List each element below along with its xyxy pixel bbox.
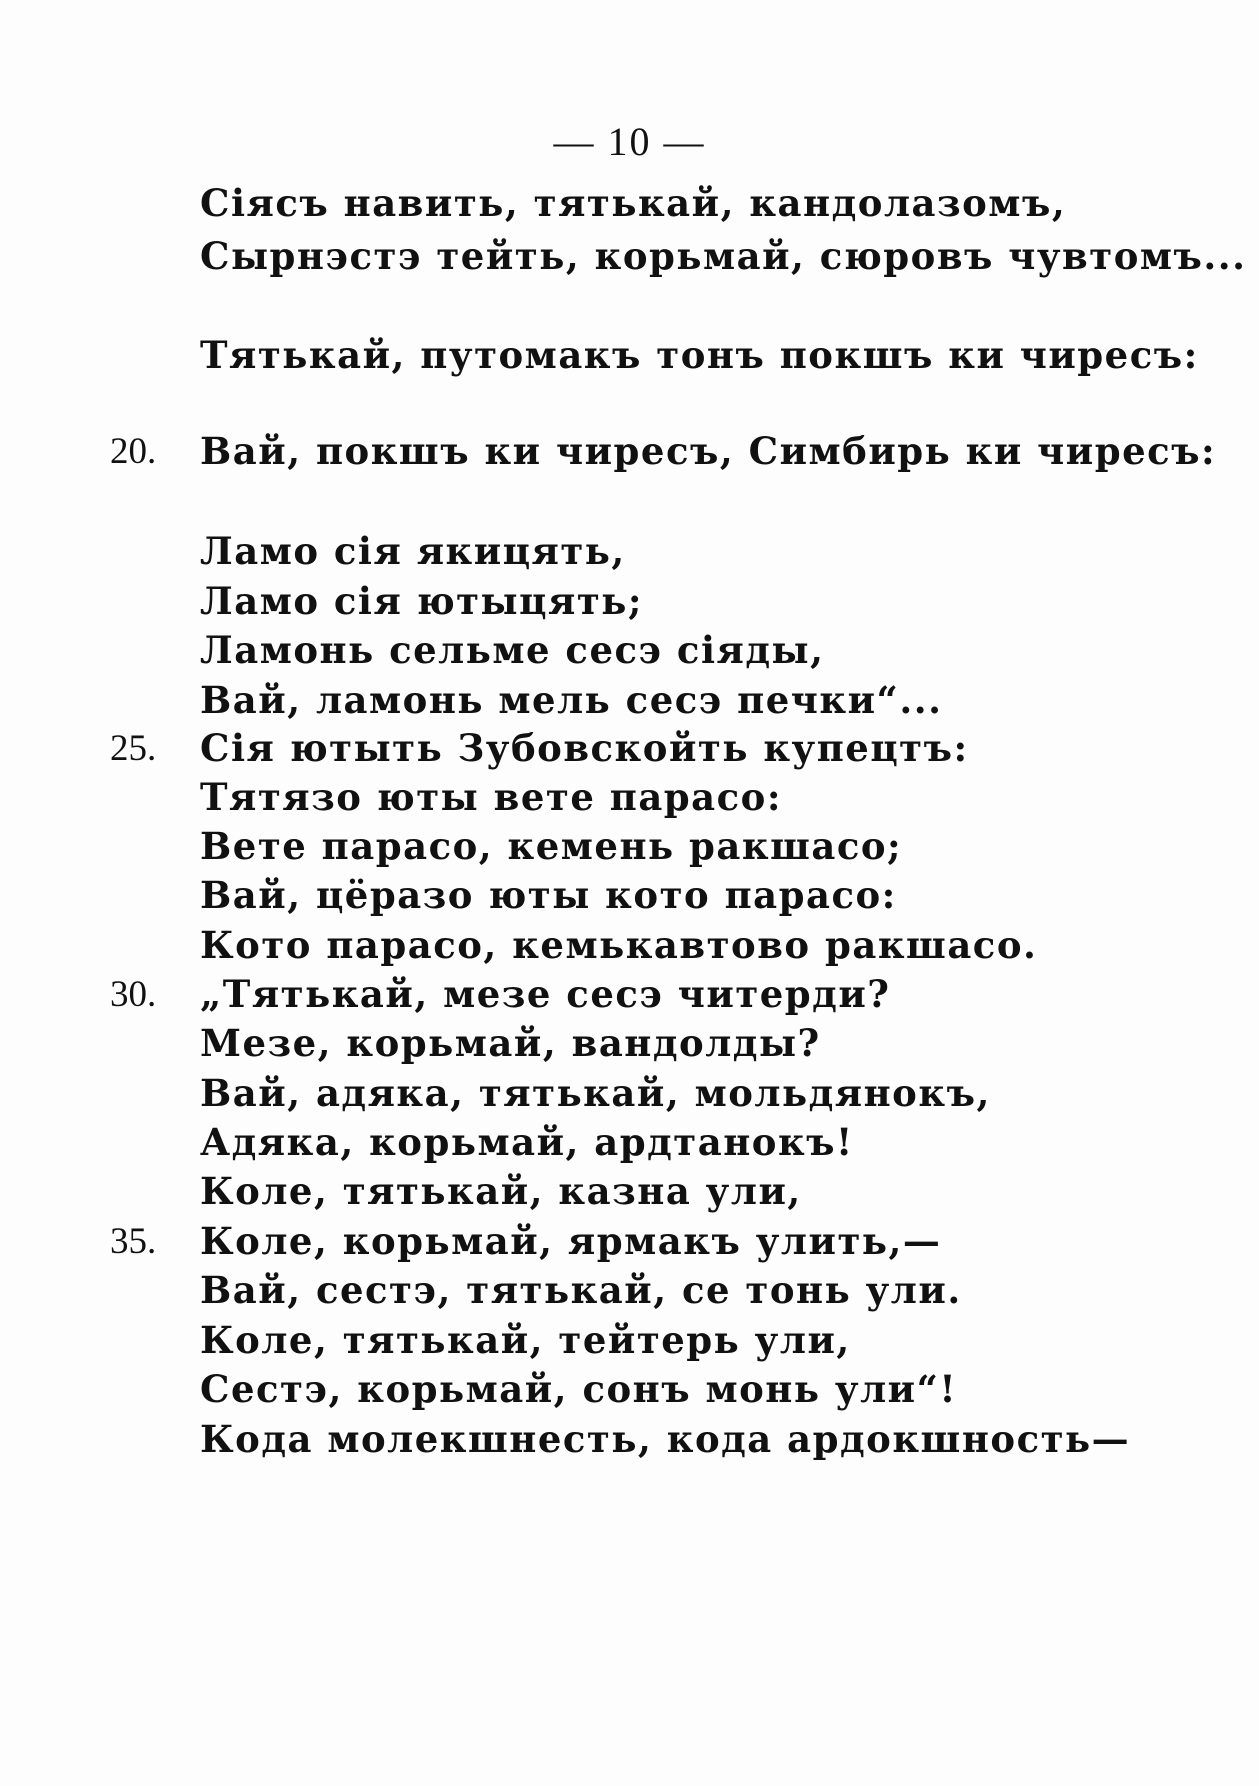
verse-line: Кода молекшнесть, кода ардокшность— <box>200 1417 1131 1461</box>
verse-line: „Тятькай, мезе сесэ читерди? <box>200 972 891 1016</box>
verse-line: Коле, тятькай, казна ули, <box>200 1169 802 1213</box>
verse-line: Ламо сія якицять, <box>200 529 626 573</box>
verse-line: Сіясъ навить, тятькай, кандолазомъ, <box>200 181 1067 225</box>
verse-line: Вете парасо, кемень ракшасо; <box>200 824 903 868</box>
verse-line: Вай, адяка, тятькай, мольдянокъ, <box>200 1071 991 1115</box>
page-number: — 10 — <box>553 119 706 164</box>
verse-line: Кото парасо, кемькавтово ракшасо. <box>200 923 1038 967</box>
verse-line: Ламо сія ютыцять; <box>200 579 644 623</box>
verse-line: Вай, ламонь мель сесэ печки“... <box>200 678 943 722</box>
verse-line: Вай, цёразо юты кото парасо: <box>200 873 897 917</box>
verse-line: Вай, сестэ, тятькай, се тонь ули. <box>200 1268 962 1312</box>
verse-line: Коле, корьмай, ярмакъ улить,— <box>200 1219 942 1263</box>
line-number: 20. <box>110 431 157 472</box>
verse-line: Мезе, корьмай, вандолды? <box>200 1021 821 1065</box>
verse-line: Коле, тятькай, тейтерь ули, <box>200 1318 851 1362</box>
line-number: 25. <box>110 728 157 769</box>
verse-line: Адяка, корьмай, ардтанокъ! <box>200 1120 854 1164</box>
line-number: 30. <box>110 974 157 1015</box>
verse-line: Тятязо юты вете парасо: <box>200 775 783 819</box>
verse-line: Вай, покшъ ки чиресъ, Симбирь ки чиресъ: <box>200 429 1217 473</box>
verse-line: Сырнэстэ тейть, корьмай, сюровъ чувтомъ... <box>200 234 1247 278</box>
line-number: 35. <box>110 1221 157 1262</box>
verse-line: Ламонь сельме сесэ сіяды, <box>200 628 825 672</box>
verse-line: Сія ютыть Зубовскойть купецтъ: <box>200 726 969 770</box>
verse-line: Сестэ, корьмай, сонъ монь ули“! <box>200 1367 958 1411</box>
verse-line: Тятькай, путомакъ тонъ покшъ ки чиресъ: <box>200 333 1199 377</box>
